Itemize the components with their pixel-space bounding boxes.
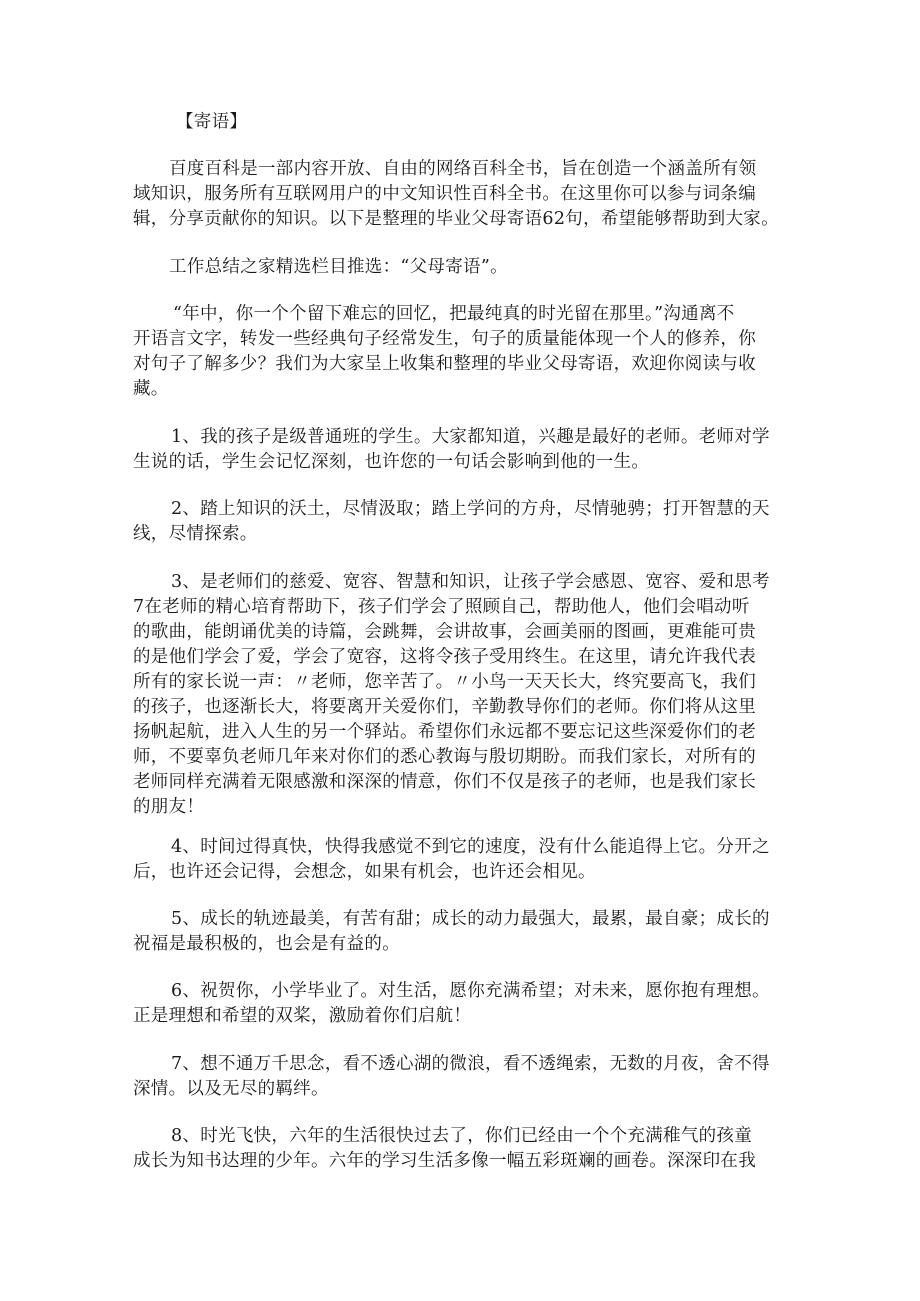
- paragraph-item-1: 1、我的孩子是级普通班的学生。大家都知道，兴趣是最好的老师。老师对学 生说的话，学生会记忆深刻，也许您的一句话会影响到他的一生。: [133, 427, 770, 472]
- paragraph-quote: “年中，你一个个留下难忘的回忆，把最纯真的时光留在那里。”沟通离不 开语言文字，转发一些经典句子经常发生，句子的质量能体现一个人的修养，你 对句子了解多少？我们为大家呈上收集和整理的毕业父母寄语，欢迎你阅读与收 藏。: [133, 304, 756, 399]
- paragraph-item-8: 8、时光飞快，六年的生活很快过去了，你们已经由一个个充满稚气的孩童 成长为知书达理的少年。六年的学习生活多像一幅五彩斑斓的画卷。深深印在我: [133, 1126, 756, 1171]
- paragraph-item-5: 5、成长的轨迹最美，有苦有甜；成长的动力最强大，最累，最自豪；成长的 祝福是最积极的，也会是有益的。: [133, 909, 770, 954]
- paragraph-item-6: 6、祝贺你，小学毕业了。对生活，愿你充满希望；对未来，愿你抱有理想。 正是理想和希望的双桨，激励着你们启航！: [133, 981, 770, 1026]
- paragraph-item-4: 4、时间过得真快，快得我感觉不到它的速度，没有什么能追得上它。分开之 后，也许还会记得，会想念，如果有机会，也许还会相见。: [133, 837, 770, 882]
- paragraph-item-2: 2、踏上知识的沃土，尽情汲取；踏上学问的方舟，尽情驰骋；打开智慧的天 线，尽情探索。: [133, 499, 770, 544]
- paragraph-item-7: 7、想不通万千思念，看不透心湖的微浪，看不透绳索，无数的月夜，舍不得 深情。以及无尽的羁绊。: [133, 1054, 770, 1099]
- heading: 【寄语】: [176, 112, 248, 132]
- paragraph-intro: 百度百科是一部内容开放、自由的网络百科全书，旨在创造一个涵盖所有领 域知识，服务所有互联网用户的中文知识性百科全书。在这里你可以参与词条编 辑，分享贡献你的知识。以下是整理的毕业父母寄语62句，希望能够帮助到大家。: [133, 159, 779, 229]
- paragraph-column-recommend: 工作总结之家精选栏目推选：“父母寄语”。: [169, 257, 508, 277]
- paragraph-item-3: 3、是老师们的慈爱、宽容、智慧和知识，让孩子学会感恩、宽容、爱和思考 7在老师的精心培育帮助下，孩子们学会了照顾自己，帮助他人，他们会唱动听 的歌曲，能朗诵优美的诗篇，会跳舞，会讲故事，会画美丽的图画，更难能可贵 的是他们学会了爱，学会了宽容，这将令孩子受用终生。在这里，请允许我代表 所有的家长说一声：〃老师，您辛苦了。〃小鸟一天天长大，终究要高飞，我们 的孩子，也逐渐长大，将要离开关爱你们，辛勤教导你们的老师。你们将从这里 扬帆起航，进入人生的另一个驿站。希望你们永远都不要忘记这些深爱你们的老 师，不要辜负老师几年来对你们的悉心教诲与殷切期盼。而我们家长，对所有的 老师同样充满着无限感激和深深的情意，你们不仅是孩子的老师，也是我们家长 的朋友！: [133, 572, 770, 817]
